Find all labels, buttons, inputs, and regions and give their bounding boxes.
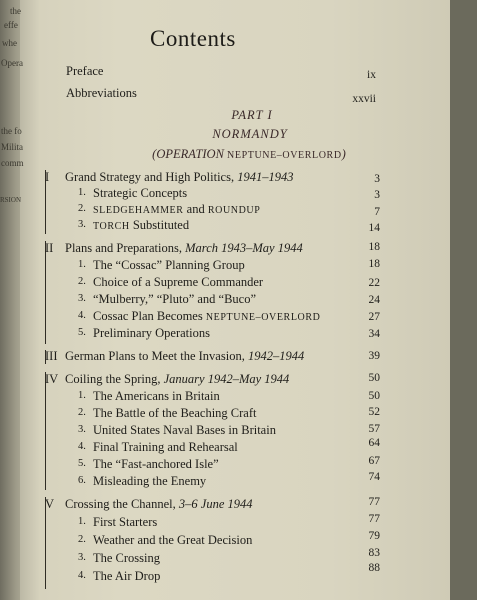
section-number: 1. bbox=[78, 187, 86, 198]
chapter-number: V bbox=[45, 497, 55, 511]
chapter-dates: 3–6 June 1944 bbox=[178, 497, 253, 511]
prev-fragment: the fo bbox=[1, 126, 22, 136]
section-number: 2. bbox=[78, 203, 86, 214]
page-number: ix bbox=[367, 69, 376, 81]
chapter-dates: 1942–1944 bbox=[247, 349, 305, 363]
chapter-dates: March 1943–May 1944 bbox=[185, 241, 303, 255]
page-number: 67 bbox=[368, 455, 380, 467]
page-number: 3 bbox=[374, 173, 380, 185]
page-number: 79 bbox=[368, 530, 380, 542]
prev-fragment: the bbox=[10, 6, 21, 16]
section-title: United States Naval Bases in Britain bbox=[93, 423, 276, 437]
page-number: 64 bbox=[368, 437, 380, 449]
section-number: 1. bbox=[78, 516, 86, 527]
page-number: 88 bbox=[368, 562, 380, 574]
section-title: and bbox=[183, 202, 208, 216]
page-number: 24 bbox=[368, 294, 380, 306]
section-number: 6. bbox=[78, 475, 86, 486]
previous-page-edge bbox=[0, 0, 24, 600]
prev-fragment: RSION bbox=[0, 196, 22, 204]
toc-entry-abbreviations[interactable] bbox=[66, 86, 376, 105]
chapter-title: Coiling the Spring, bbox=[65, 372, 164, 386]
section-title: The “Fast-anchored Isle” bbox=[93, 457, 219, 471]
section-number: 1. bbox=[78, 390, 86, 401]
section-number: 4. bbox=[78, 310, 86, 321]
page-number: 77 bbox=[368, 513, 380, 525]
part-name: NORMANDY bbox=[212, 127, 288, 141]
subtitle-operation: NEPTUNE–OVERLORD bbox=[227, 150, 342, 161]
page-number: 7 bbox=[374, 206, 380, 218]
section-number: 3. bbox=[78, 293, 86, 304]
section-title: Cossac Plan Becomes bbox=[93, 309, 206, 323]
page-number: 52 bbox=[368, 406, 380, 418]
operation-name: TORCH bbox=[93, 221, 130, 232]
operation-name: SLEDGEHAMMER bbox=[93, 205, 184, 216]
section-number: 3. bbox=[78, 219, 86, 230]
page-number: 83 bbox=[368, 547, 380, 559]
page-number: 74 bbox=[368, 471, 380, 483]
section-title: The Crossing bbox=[93, 551, 161, 565]
section-number: 5. bbox=[78, 327, 86, 338]
section-number: 4. bbox=[78, 570, 86, 581]
page-number: 18 bbox=[368, 241, 380, 253]
page-number: 77 bbox=[368, 496, 380, 508]
section-number: 5. bbox=[78, 458, 86, 469]
subtitle-open: (OPERATION bbox=[152, 147, 228, 161]
section-title: The Air Drop bbox=[93, 569, 161, 583]
page-number: 50 bbox=[368, 372, 380, 384]
prev-fragment: comm bbox=[1, 158, 24, 168]
section-title: Choice of a Supreme Commander bbox=[93, 275, 264, 289]
part-subtitle bbox=[24, 147, 474, 162]
chapter-number: I bbox=[45, 170, 50, 184]
page-number: 27 bbox=[368, 311, 380, 323]
page-number: 50 bbox=[368, 390, 380, 402]
page-number: 57 bbox=[368, 423, 380, 435]
section-title: Final Training and Rehearsal bbox=[93, 440, 238, 454]
prev-fragment: effe bbox=[4, 20, 18, 30]
chapter-title: Grand Strategy and High Politics, bbox=[65, 170, 238, 184]
operation-name: NEPTUNE–OVERLORD bbox=[205, 312, 321, 323]
operation-name: ROUNDUP bbox=[207, 205, 261, 216]
entry-label: Abbreviations bbox=[66, 86, 137, 100]
chapter-title: Crossing the Channel, bbox=[65, 497, 179, 511]
chapter-title: German Plans to Meet the Invasion, bbox=[65, 349, 248, 363]
section-number: 2. bbox=[78, 407, 86, 418]
section-title: The “Cossac” Planning Group bbox=[93, 258, 245, 272]
chapter-dates: January 1942–May 1944 bbox=[163, 372, 290, 386]
page-number: xxvii bbox=[352, 93, 376, 105]
chapter-number: III bbox=[45, 349, 58, 363]
section-number: 4. bbox=[78, 441, 86, 452]
chapter-rule bbox=[45, 372, 46, 490]
entry-label: Preface bbox=[66, 64, 104, 78]
section-number: 2. bbox=[78, 534, 86, 545]
subtitle-close: ) bbox=[341, 147, 346, 161]
section-number: 1. bbox=[78, 259, 86, 270]
section-title: Preliminary Operations bbox=[93, 326, 210, 340]
chapter-number: II bbox=[45, 241, 54, 255]
page-number: 14 bbox=[368, 222, 380, 234]
toc-entry-preface[interactable] bbox=[66, 64, 376, 79]
section-title: Weather and the Great Decision bbox=[93, 533, 253, 547]
page-number: 34 bbox=[368, 328, 380, 340]
section-number: 2. bbox=[78, 276, 86, 287]
section-title: Misleading the Enemy bbox=[93, 474, 207, 488]
prev-fragment: whe bbox=[2, 38, 17, 48]
prev-fragment: Opera bbox=[1, 58, 23, 68]
page-number: 18 bbox=[368, 258, 380, 270]
prev-fragment: Milita bbox=[1, 142, 23, 152]
section-number: 3. bbox=[78, 424, 86, 435]
chapter-number: IV bbox=[45, 372, 59, 386]
page-number: 39 bbox=[368, 350, 380, 362]
part-number: PART I bbox=[231, 108, 273, 122]
section-title: First Starters bbox=[93, 515, 158, 529]
chapter-title: Plans and Preparations, bbox=[65, 241, 186, 255]
chapter-dates: 1941–1943 bbox=[237, 170, 294, 184]
section-title: The Battle of the Beaching Craft bbox=[93, 406, 257, 420]
section-title: Strategic Concepts bbox=[93, 186, 188, 200]
section-number: 3. bbox=[78, 552, 86, 563]
chapter-rule bbox=[45, 241, 46, 344]
page-title: Contents bbox=[150, 26, 236, 51]
section-title: Substituted bbox=[129, 218, 190, 232]
page-number: 3 bbox=[374, 189, 380, 201]
section-title: “Mulberry,” “Pluto” and “Buco” bbox=[93, 292, 257, 306]
page-number: 22 bbox=[368, 277, 380, 289]
section-title: The Americans in Britain bbox=[93, 389, 220, 403]
